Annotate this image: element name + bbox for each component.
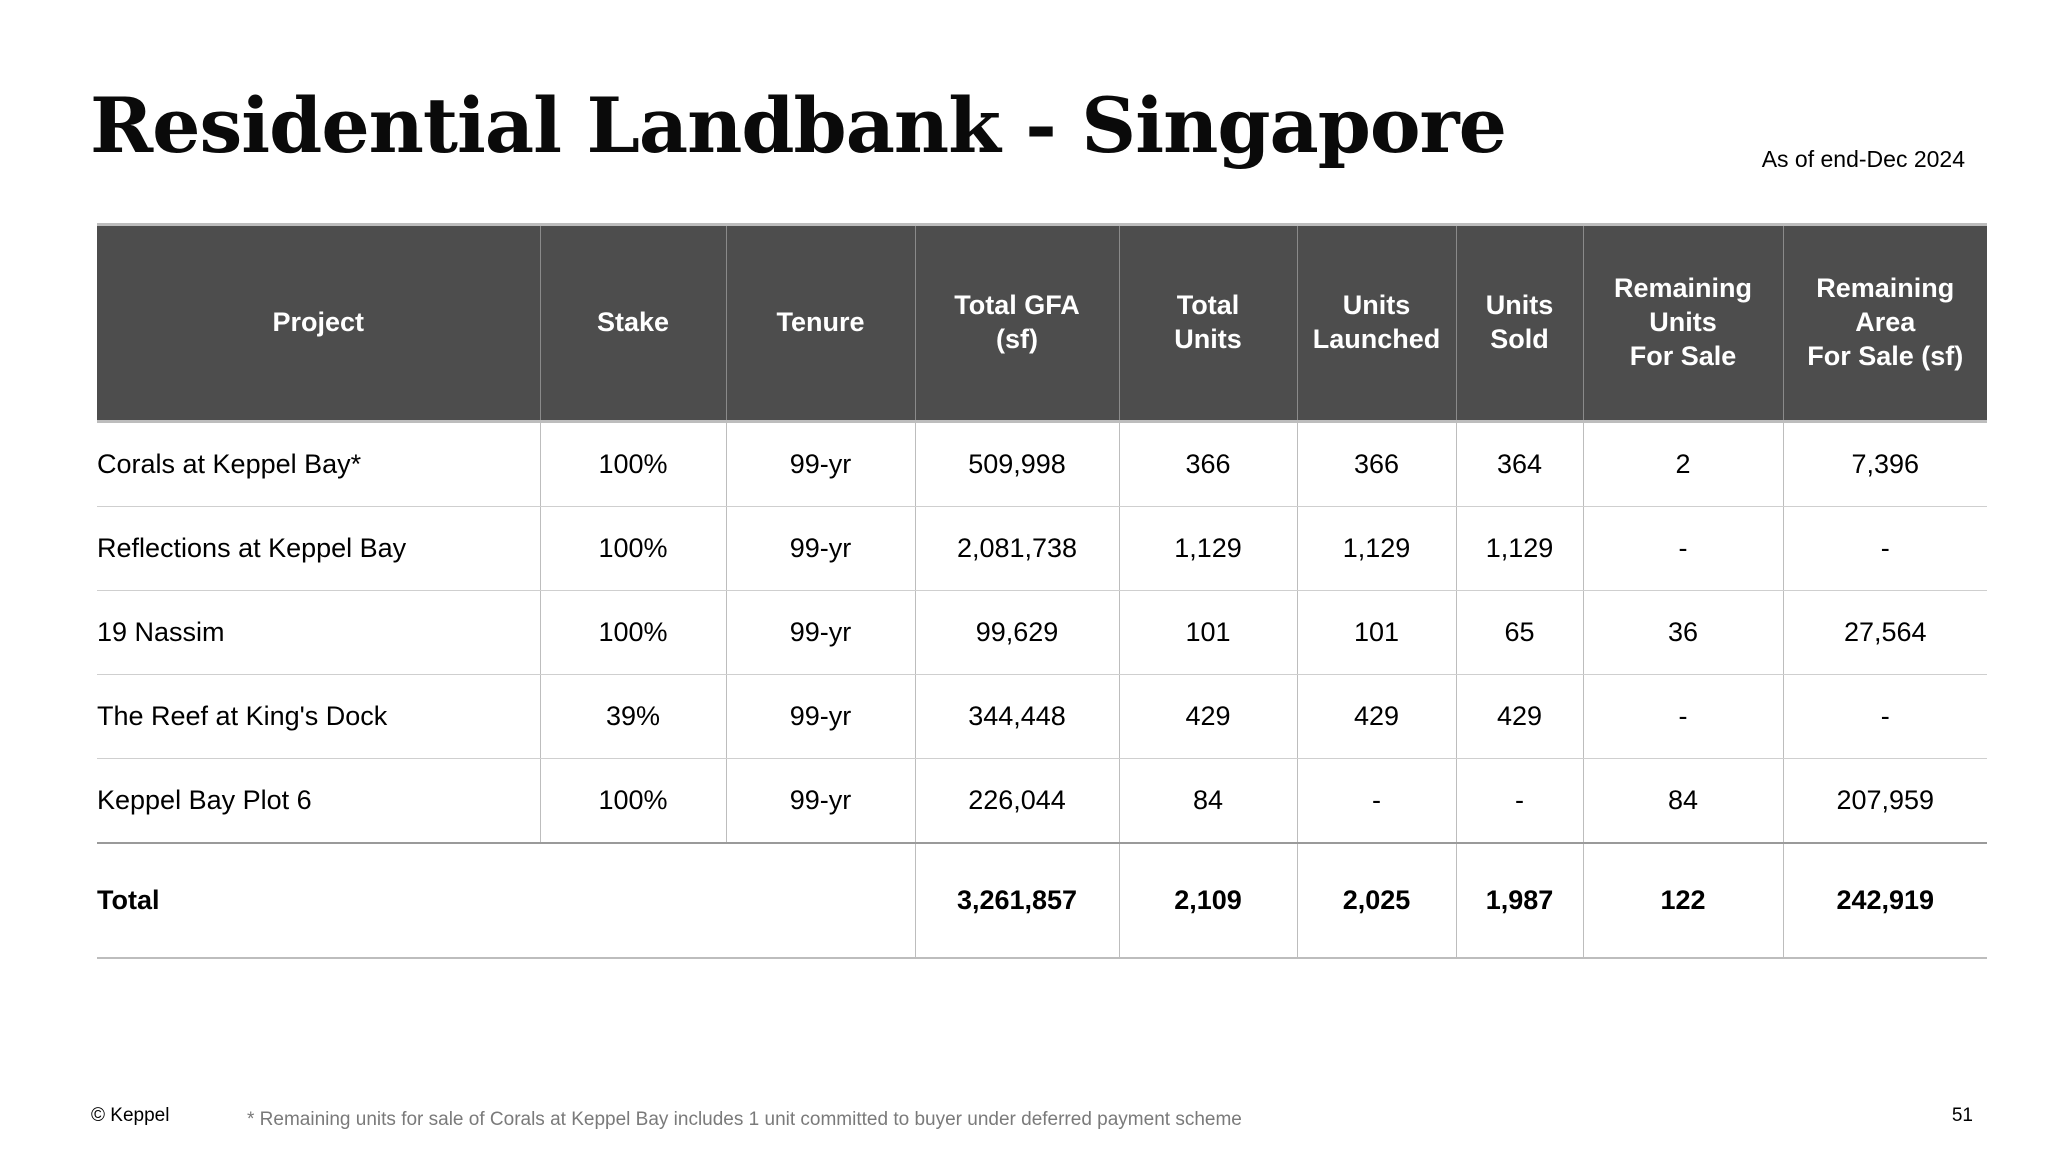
table-row (97, 759, 1987, 844)
cell-total-gfa: 99,629 (915, 591, 1119, 675)
column-header-units-sold: Units Sold (1456, 225, 1583, 422)
cell-units-launched: - (1297, 759, 1456, 844)
cell-total-units: 84 (1119, 759, 1297, 844)
total-units-sold: 1,987 (1456, 843, 1583, 958)
cell-units-sold: 1,129 (1456, 507, 1583, 591)
cell-remaining-area: 207,959 (1783, 759, 1987, 844)
page-number: 51 (1951, 1105, 1973, 1126)
cell-remaining-units: 2 (1583, 422, 1783, 507)
table-row (97, 591, 1987, 675)
cell-remaining-units: 36 (1583, 591, 1783, 675)
column-header-tenure: Tenure (726, 225, 915, 422)
column-header-units-launched: Units Launched (1297, 225, 1456, 422)
column-header-total-gfa: Total GFA (sf) (915, 225, 1119, 422)
cell-total-gfa: 2,081,738 (915, 507, 1119, 591)
cell-total-gfa: 509,998 (915, 422, 1119, 507)
cell-project: The Reef at King's Dock (97, 675, 540, 759)
copyright-text: © Keppel (91, 1105, 170, 1126)
total-label: Total (97, 843, 915, 958)
cell-units-launched: 101 (1297, 591, 1456, 675)
cell-units-sold: 364 (1456, 422, 1583, 507)
cell-project: Keppel Bay Plot 6 (97, 759, 540, 844)
cell-units-launched: 1,129 (1297, 507, 1456, 591)
cell-project: Corals at Keppel Bay* (97, 422, 540, 507)
total-row (97, 843, 1987, 958)
cell-stake: 100% (540, 422, 726, 507)
table-row (97, 675, 1987, 759)
total-units-launched: 2,025 (1297, 843, 1456, 958)
cell-remaining-area: - (1783, 675, 1987, 759)
cell-tenure: 99-yr (726, 675, 915, 759)
cell-tenure: 99-yr (726, 759, 915, 844)
table-row (97, 507, 1987, 591)
footnote: * Remaining units for sale of Corals at Keppel Bay includes 1 unit committed to buyer under deferred payment scheme (247, 1109, 1242, 1130)
total-remaining-area: 242,919 (1783, 843, 1987, 958)
page-title: Residential Landbank - Singapore (90, 81, 1506, 170)
cell-remaining-area: 27,564 (1783, 591, 1987, 675)
cell-units-sold: 429 (1456, 675, 1583, 759)
total-remaining-units: 122 (1583, 843, 1783, 958)
cell-stake: 39% (540, 675, 726, 759)
cell-total-units: 1,129 (1119, 507, 1297, 591)
table-header-row (97, 225, 1987, 422)
cell-units-launched: 366 (1297, 422, 1456, 507)
cell-total-gfa: 344,448 (915, 675, 1119, 759)
cell-total-units: 366 (1119, 422, 1297, 507)
cell-total-units: 101 (1119, 591, 1297, 675)
cell-units-launched: 429 (1297, 675, 1456, 759)
column-header-project: Project (97, 225, 540, 422)
cell-units-sold: 65 (1456, 591, 1583, 675)
column-header-stake: Stake (540, 225, 726, 422)
cell-remaining-units: - (1583, 675, 1783, 759)
column-header-remaining-area: Remaining Area For Sale (sf) (1783, 225, 1987, 422)
column-header-remaining-units: Remaining Units For Sale (1583, 225, 1783, 422)
table-row (97, 422, 1987, 507)
column-header-total-units: Total Units (1119, 225, 1297, 422)
cell-stake: 100% (540, 759, 726, 844)
cell-stake: 100% (540, 507, 726, 591)
cell-total-units: 429 (1119, 675, 1297, 759)
cell-project: Reflections at Keppel Bay (97, 507, 540, 591)
cell-remaining-area: - (1783, 507, 1987, 591)
total-gfa: 3,261,857 (915, 843, 1119, 958)
cell-units-sold: - (1456, 759, 1583, 844)
total-units: 2,109 (1119, 843, 1297, 958)
cell-project: 19 Nassim (97, 591, 540, 675)
cell-stake: 100% (540, 591, 726, 675)
cell-tenure: 99-yr (726, 507, 915, 591)
cell-tenure: 99-yr (726, 422, 915, 507)
cell-tenure: 99-yr (726, 591, 915, 675)
cell-remaining-units: - (1583, 507, 1783, 591)
residential-landbank-table (97, 223, 1987, 959)
as-of-date: As of end-Dec 2024 (1761, 146, 1965, 172)
cell-total-gfa: 226,044 (915, 759, 1119, 844)
cell-remaining-area: 7,396 (1783, 422, 1987, 507)
cell-remaining-units: 84 (1583, 759, 1783, 844)
